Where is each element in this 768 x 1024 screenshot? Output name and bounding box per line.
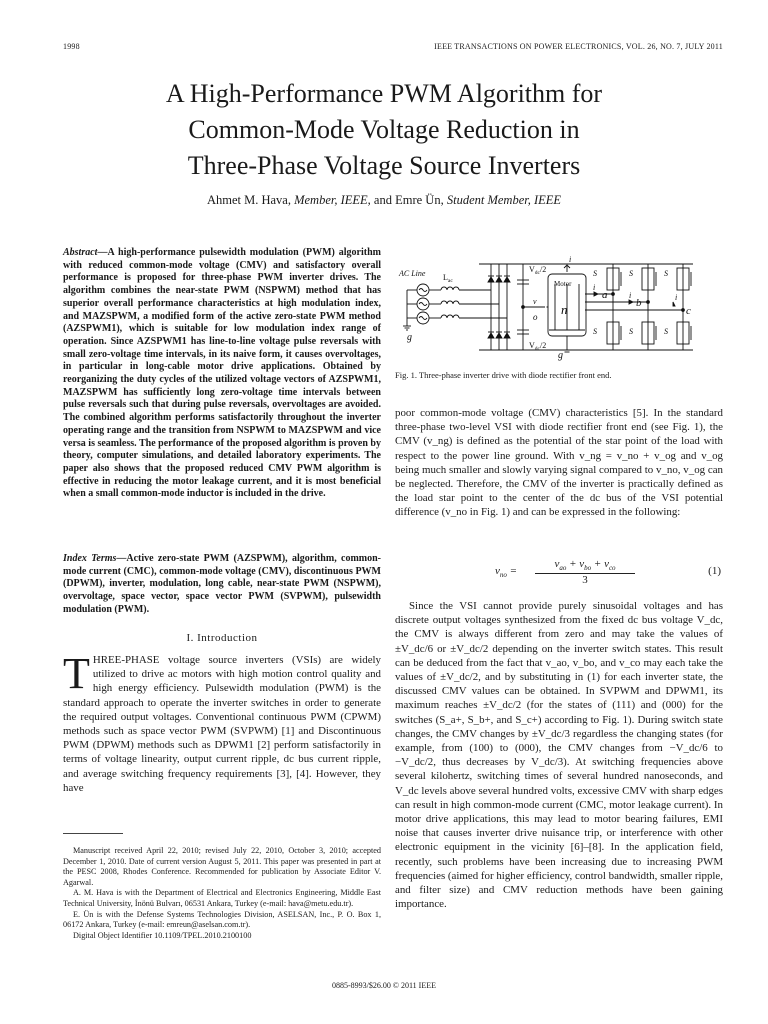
index-terms-lead: Index Terms [63,553,117,564]
diode-rectifier [479,264,523,350]
label-vdc-bot-sub: dc [534,346,540,352]
label-a: a [602,289,608,301]
author-2-role: Student Member, IEEE [446,193,562,207]
label-vdc-top: V [529,265,535,274]
label-sa-minus: S [593,327,597,336]
right-column-paragraph-1 [395,406,723,520]
svg-text:Lac [443,273,453,284]
ac-inductors [429,287,507,318]
footnotes [63,846,381,941]
drop-cap: T [63,649,90,698]
journal-header: IEEE TRANSACTIONS ON POWER ELECTRONICS, VOL. 26, NO. 7, JULY 2011 [434,42,723,51]
svg-text:v [533,297,537,306]
eq-lhs-v: v [495,565,500,577]
authors: Ahmet M. Hava, Member, IEEE, and Emre Ün, Student Member, IEEE [206,193,562,207]
paragraph-cmv-definition: poor common-mode voltage (CMV) characteristics [5]. In the standard three-phase two-level VSI with diode rectifier front end (see Fig. 1), the CMV (v_ng) is defined as the potential of the star point of the load with respect to the power line ground. With v_ng = v_no + v_og and v_og being much smaller and slowly varying signal compared to v_no, v_og can be neglected. Therefore, the CMV of the inverter is practically defined as the load star point to the center of the dc bus of the VSI potential difference (v_no in Fig. 1) and can be expressed in the following: [395,407,723,519]
label-g-left: g [407,332,412,343]
label-o: o [533,312,538,322]
label-ic: i [675,293,678,302]
index-terms-text: —Active zero-state PWM (AZSPWM), algorithm, common-mode current (CMC), common-mode voltage (CMV), discontinuous PWM (DPWM), inverter, modulation, long cable, near-state PWM (NSPWM), overvoltage, space vector, space vector PWM (SVPWM), pulsewidth modulation (PWM). [63,553,381,615]
ac-sources [403,284,429,330]
inverter-circuit-diagram [393,254,723,366]
intro-text: HREE-PHASE voltage source inverters (VSIs) are widely utilized to drive ac motors with high motion control quality and high energy efficiency. Pulsewidth modulation (PWM) is the standard approach to operate the inverter switches in order to generate the required output voltages. Conventional continuous PWM (CPWM) methods such as space vector PWM (SVPWM) [1] and Discontinuous PWM (DPWM) methods such as DPWM1 [2] perform satisfactorily in terms of voltage linearity, output current ripple, dc bus current ripple, and average switching frequency requirements [3], [4]. However, they have [63,654,381,794]
footnote-rule [63,833,123,834]
eq-num-v1: v [554,558,560,570]
paper-title [0,76,768,184]
footnote-manuscript: Manuscript received April 22, 2010; revised July 22, 2010, October 3, 2010; accepted December 1, 2010. Date of current version August 5, 2011. This paper was presented in part at the PESC 2008, Rhodes Conference. Recommended for publication by Associate Editor V. Agarwal. [63,846,381,887]
label-sc-minus: S [664,327,668,336]
label-vdc-top-half: /2 [539,265,547,274]
author-1: Ahmet M. Hava [206,193,288,207]
eq-num-ao: ao [559,564,567,573]
label-sa-plus: S [593,269,597,278]
label-motor: Motor [554,280,572,288]
eq-num-bo: bo [584,564,592,573]
label-sb-plus: S [629,269,633,278]
label-b: b [636,297,642,309]
page-number: 1998 [63,42,80,51]
label-sb-minus: S [629,327,633,336]
label-icm: i [569,255,572,264]
equation-1 [395,558,723,588]
title-line-2: Common-Mode Voltage Reduction in [188,115,580,144]
footnote-author-2: E. Ün is with the Defense Systems Technologies Division, ASELSAN, Inc., P. O. Box 1, 06172 Ankara, Turkey (e-mail: emreun@aselsan.com.tr). [63,909,381,930]
footnote-doi: Digital Object Identifier 10.1109/TPEL.2010.2100100 [73,930,252,940]
author-2: Emre Ün [395,193,441,207]
equation-denominator: 3 [582,574,588,587]
equation-fraction [535,558,635,586]
eq-num-v2: + v [566,558,585,570]
section-heading: I. Introduction [186,632,258,644]
eq-lhs-sub: no [499,571,507,580]
author-1-role: Member, IEEE, [294,193,371,207]
right-column-paragraph-2 [395,599,723,911]
eq-num-co: co [608,564,616,573]
label-ac-line: AC Line [399,269,426,278]
abstract-text: —A high-performance pulsewidth modulation (PWM) algorithm with reduced common-mode voltage (CMV) and satisfactory overall performance is proposed for three-phase PWM inverter drives. The algorithm combines the near-state PWM (NSPWM) method that has superior overall performance characteristics at high modulation index, and MAZSPWM, a modified form of the active zero-state PWM method (AZSPWM1), which is suitable for low modulation index range of operation. Since AZSPWM1 has line-to-line voltage pulse reversals with small zero-voltage time intervals, in its naive form, it causes overvoltages, in particular in long-cable motor drive applications. Obtained by reorganizing the duty cycles of the utilized voltage vectors of AZSPWM1, MAZSPWM has sufficiently long zero-voltage time intervals between pulse reversals such that during pulse reversals, overvoltages are avoided. The combined algorithm performs satisfactorily throughout the inverter operating range and the transition from NSPWM to MAZSPWM and vice versa is seamless. The performance of the proposed algorithm is proven by theory, computer simulations, and detailed laboratory experiments. The paper also shows that the proposed reduced CMV PWM algorithm is effective in reducing the motor leakage current, and it is most beneficial when a small common-mode inductor is included in the drive. [63,247,381,500]
title-line-3: Three-Phase Voltage Source Inverters [187,151,581,180]
label-ib: i [629,291,632,300]
copyright-line: 0885-8993/$26.00 © 2011 IEEE [332,981,436,990]
eq-num-v3: + v [591,558,609,570]
diagram-labels [398,255,691,361]
label-lac: L [443,273,448,282]
title-line-1: A High-Performance PWM Algorithm for [165,79,603,108]
abstract [63,247,381,501]
label-ia: i [593,283,596,292]
label-vno: v [533,297,537,306]
paragraph-cmv-values: Since the VSI cannot provide purely sinusoidal voltages and has discrete output voltages synthesized from the fixed dc bus voltage V_dc, the CMV is always different from zero and may take the values of ±V_dc/6 or ±V_dc/2 depending on the inverter switch states. This result can be deduced from the fact that v_ao, v_bo, and v_co may each take the values of ±V_dc/2, and by substituting in (1) for each inverter state, the discussed CMV values can be obtained. In SVPWM and DPWM1, its maximum reaches ±V_dc/2 (for the states of (111) and (000) for the switches (S_a+, S_b+, and S_c+) according to Fig. 1). During switch state changes, the CMV changes by ±V_dc/3 regardless the changing states (for example, from (100) to (000), the CMV changes from −V_dc/6 to −V_dc/2, thus decreases by V_dc/3). At switching frequencies above several kilohertz, switching times of several hundred nanoseconds, and V_dc levels above several hundred volts, excessive CMV with sharp edges can result in high common-mode current (CMC, motor leakage current). In motor drive applications, this may lead to motor bearing failures, EMI noise that causes inverter drive nuisance trip, or interference with other electronic equipment in the vicinity [6]–[8]. In the application field, recently, such problems have been increasing due to increasing PWM frequencies (aimed for higher efficiency, control bandwidth, smaller ripple, and filter size) and CMV reduction methods have been gaining importance. [395,600,723,911]
figure-caption: Fig. 1. Three-phase inverter drive with diode rectifier front end. [395,370,612,380]
label-lac-sub: ac [447,278,453,284]
equation-label: (1) [708,565,721,577]
label-sc-plus: S [664,269,668,278]
label-vdc-bot-half: /2 [539,341,547,350]
label-vdc-top-sub: dc [534,270,540,276]
equation-numerator [535,558,635,574]
svg-text:Vdc/2 [529,265,546,276]
equation-lhs: $v_{no}$ = [495,565,518,580]
label-vdc-bot: V [529,341,535,350]
index-terms [63,553,381,617]
author-conj: and [373,193,392,207]
footnote-author-1: A. M. Hava is with the Department of Electrical and Electronics Engineering, Middle East Technical University, İnönü Bulvarı, 06531 Ankara, Turkey (e-mail: hava@metu.edu.tr). [63,888,381,908]
label-n: n [561,302,568,317]
label-c: c [686,305,691,317]
intro-paragraph [63,649,381,795]
dc-bus-capacitors [517,264,543,350]
abstract-lead: Abstract [63,247,98,258]
label-g-mid: g [558,350,563,361]
